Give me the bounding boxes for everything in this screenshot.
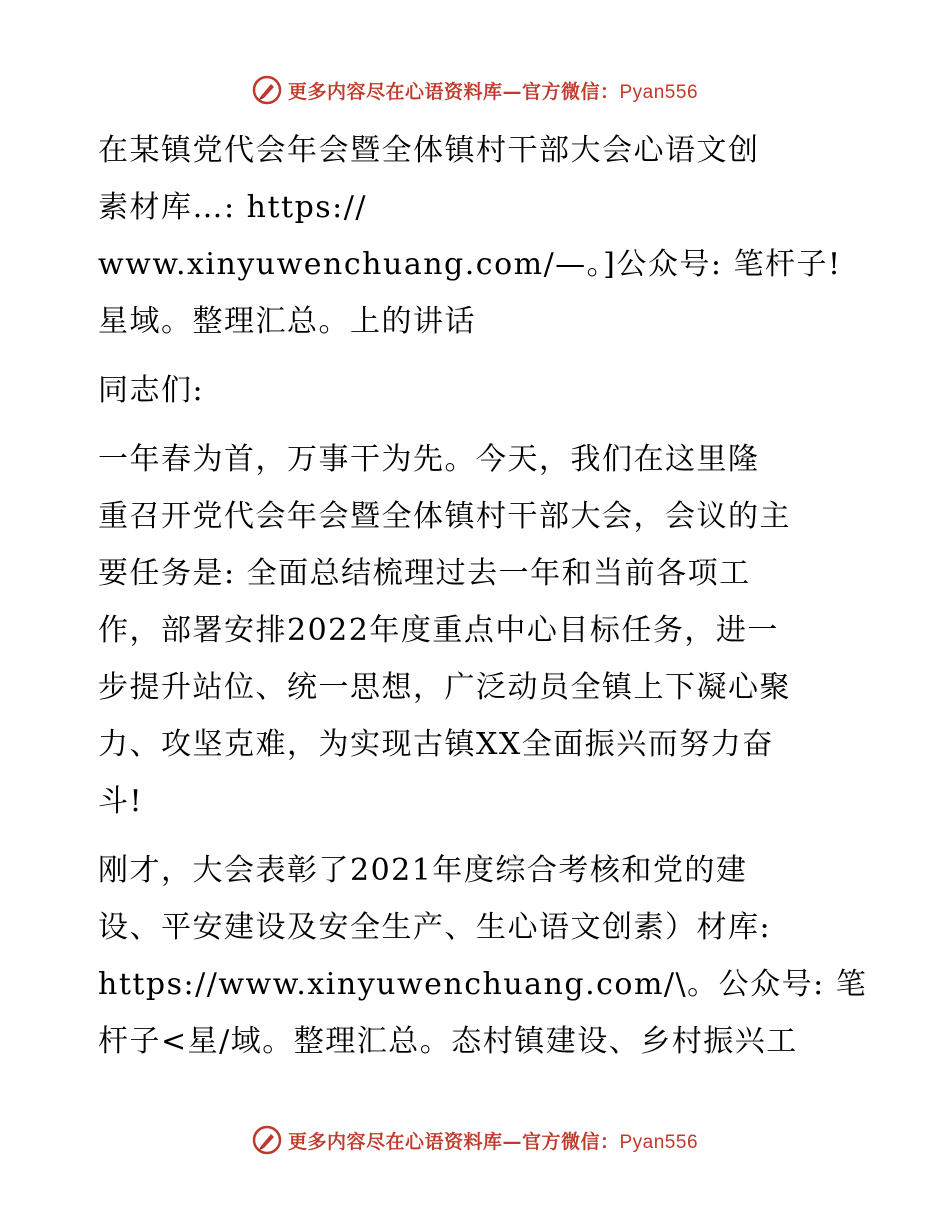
paragraph-commendation [98, 842, 868, 1070]
paragraph-title [98, 122, 858, 350]
text-line: 星域。整理汇总。上的讲话 [98, 304, 476, 339]
text-line: 设、平安建设及安全生产、生心语文创素）材库: [98, 910, 772, 945]
paragraph-opening [98, 431, 858, 830]
text-line: 力、攻坚克难，为实现古镇XX全面振兴而努力奋 [98, 727, 774, 762]
header-watermark-banner [0, 70, 950, 110]
wechat-id: Pyan556 [619, 1131, 699, 1153]
text-line: 一年春为首，万事干为先。今天，我们在这里隆 [98, 442, 760, 477]
text-line: 同志们: [98, 373, 205, 408]
watermark-text [288, 1127, 698, 1154]
text-line: 素材库…: https:// [98, 190, 367, 225]
text-line: 在某镇党代会年会暨全体镇村干部大会心语文创 [98, 133, 760, 168]
watermark-text [288, 77, 698, 104]
text-line: 步提升站位、统一思想，广泛动员全镇上下凝心聚 [98, 670, 791, 705]
text-line: www.xinyuwenchuang.com/—。]公众号: 笔杆子! [98, 247, 842, 282]
text-line: 刚才，大会表彰了2021年度综合考核和党的建 [98, 853, 748, 888]
text-line: 杆子<星/域。整理汇总。态村镇建设、乡村振兴工 [98, 1024, 798, 1059]
text-line: 作，部署安排2022年度重点中心目标任务，进一 [98, 613, 779, 648]
text-line: 重召开党代会年会暨全体镇村干部大会，会议的主 [98, 499, 791, 534]
text-line: 斗! [98, 784, 144, 819]
text-line: https://www.xinyuwenchuang.com/\。公众号: 笔 [98, 967, 868, 1002]
pen-nib-logo-icon [252, 1125, 282, 1155]
document-body [98, 122, 868, 1070]
wechat-id: Pyan556 [619, 81, 699, 103]
text-line: 要任务是: 全面总结梳理过去一年和当前各项工 [98, 556, 751, 591]
watermark-label: 更多内容尽在心语资料库—官方微信： [287, 80, 620, 103]
paragraph-salutation [98, 362, 858, 419]
footer-watermark-banner [0, 1120, 950, 1160]
watermark-label: 更多内容尽在心语资料库—官方微信： [287, 1130, 620, 1153]
pen-nib-logo-icon [252, 75, 282, 105]
